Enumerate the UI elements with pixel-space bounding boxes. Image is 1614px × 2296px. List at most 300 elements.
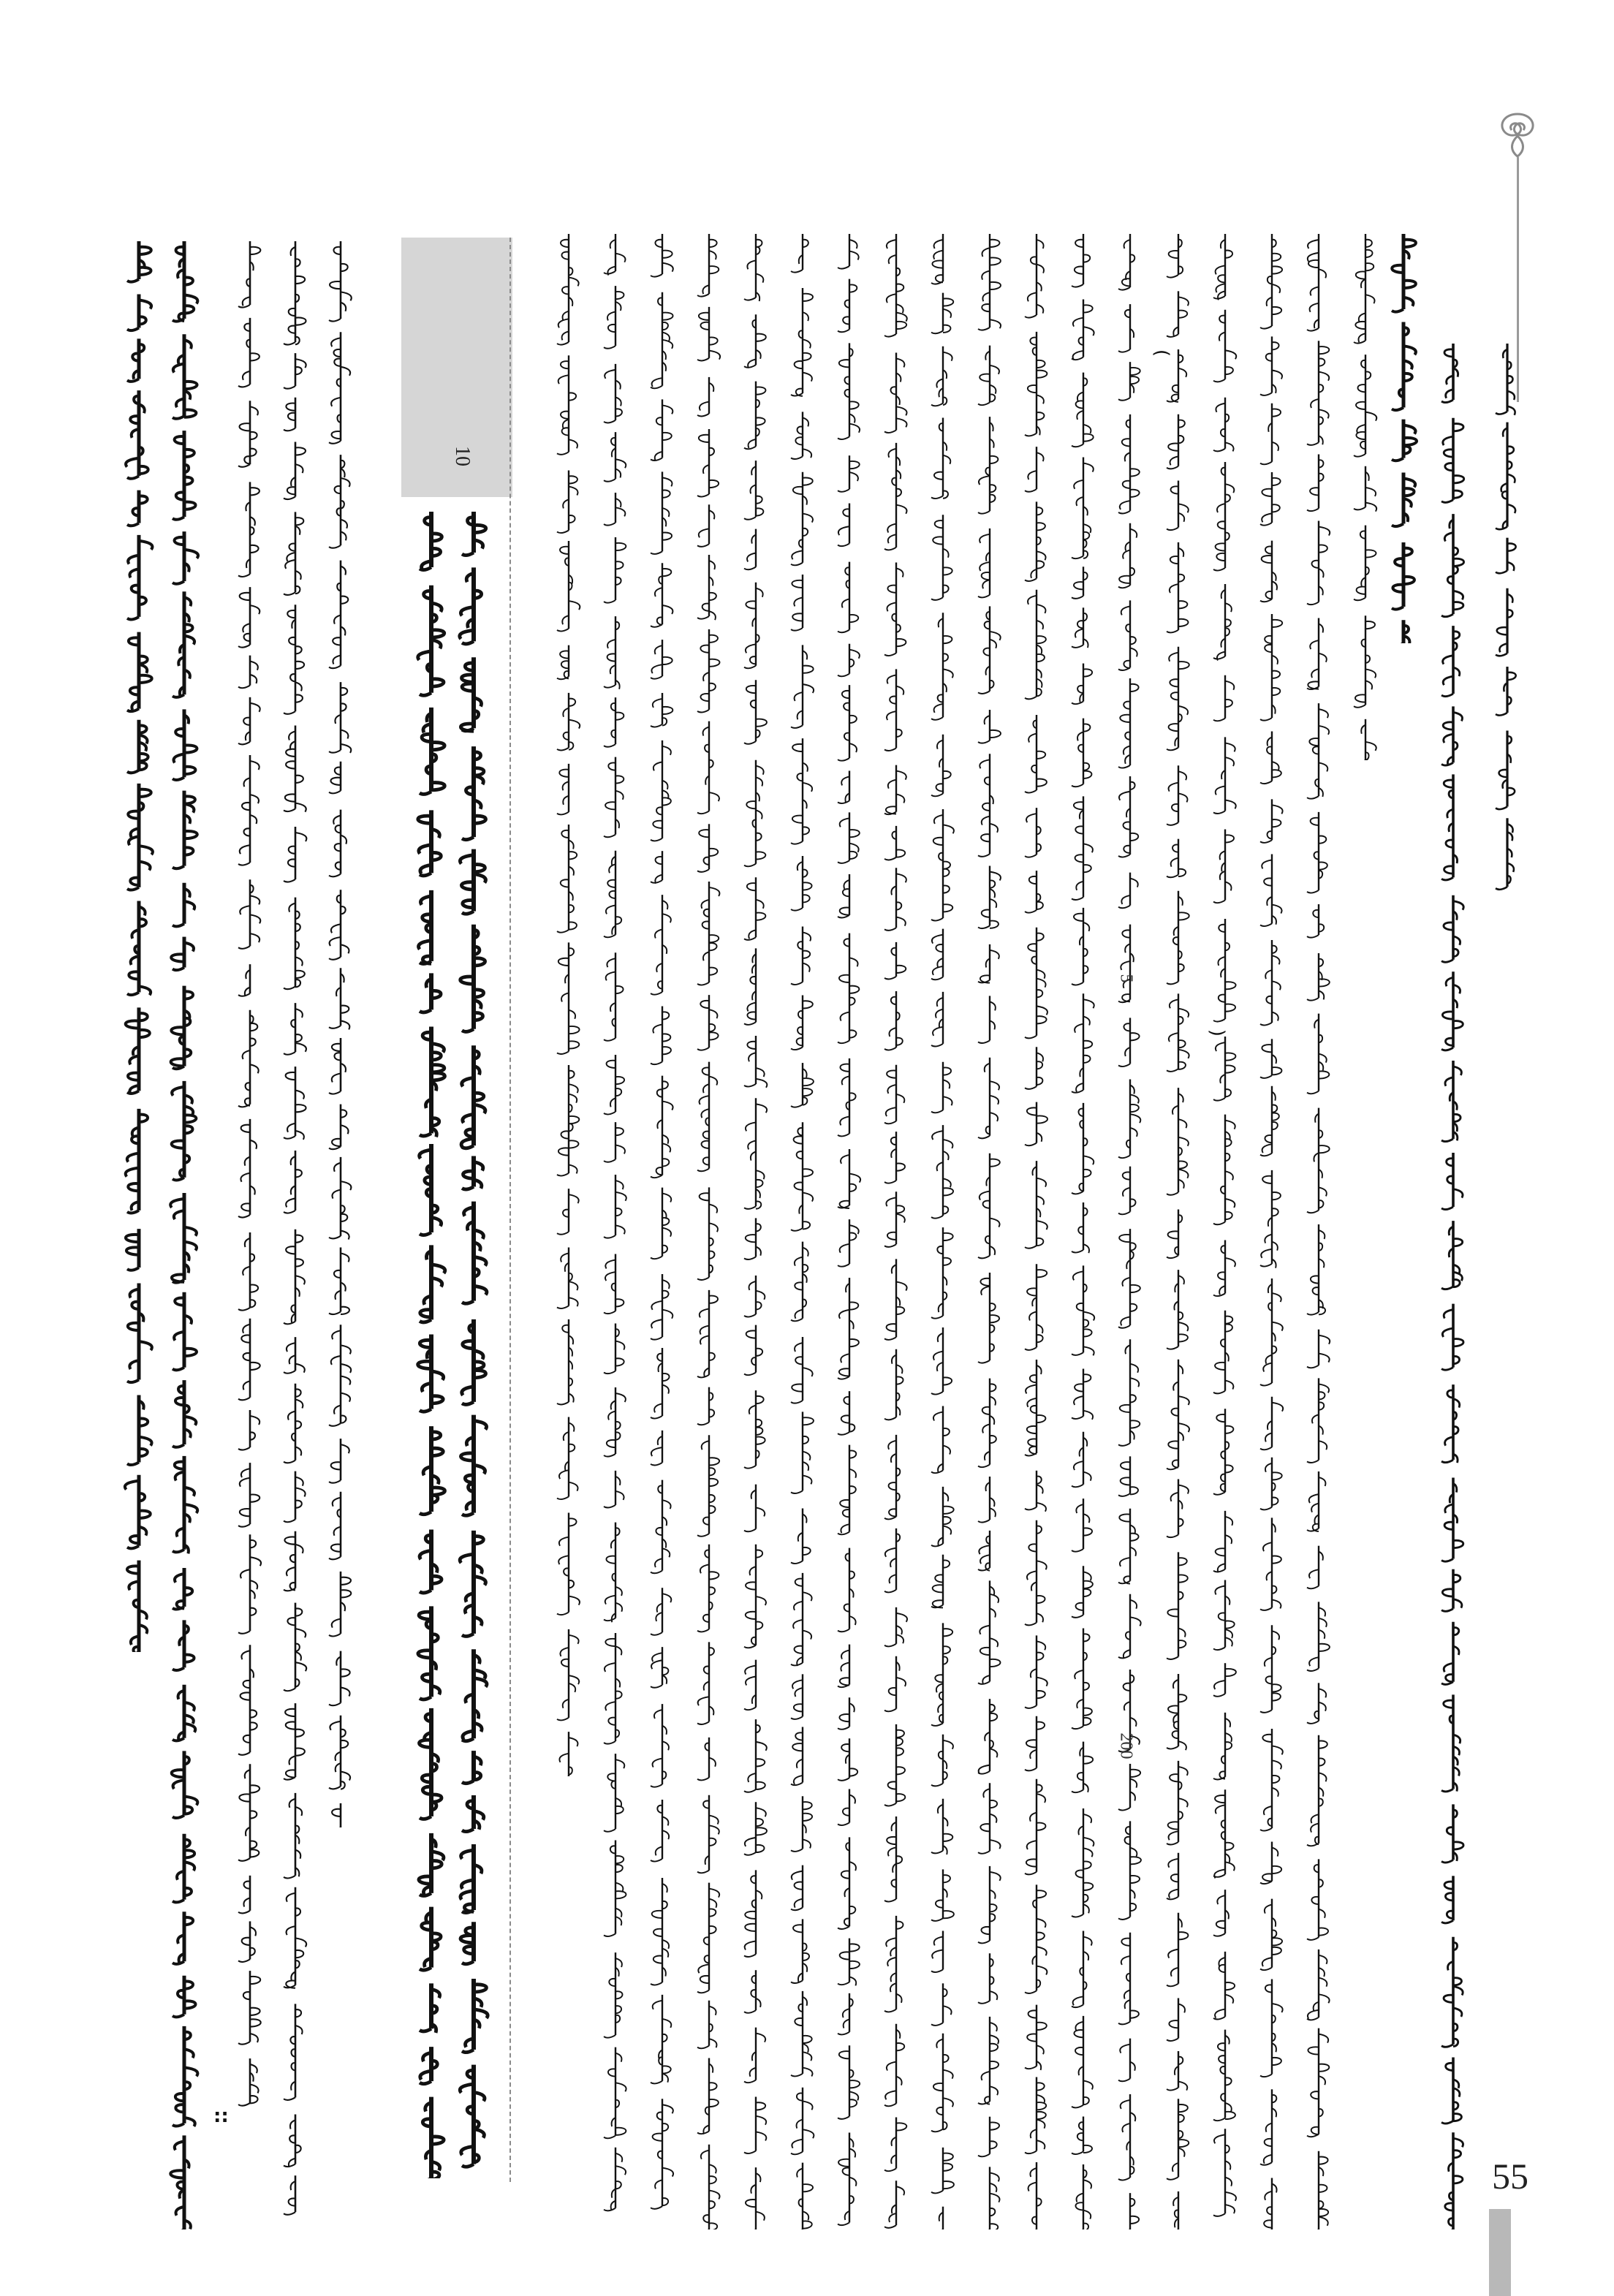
script-stroke (240, 906, 250, 914)
script-tail (284, 1371, 295, 1374)
script-tail (978, 1040, 990, 1043)
script-stroke (983, 1789, 990, 1797)
script-stroke (1263, 1542, 1272, 1551)
script-stroke (839, 1368, 849, 1376)
script-stroke (889, 1028, 896, 1037)
script-stroke (756, 1507, 765, 1516)
script-stroke (1178, 1485, 1189, 1494)
script-stroke (331, 1462, 341, 1469)
script-stroke (982, 910, 990, 917)
script-stroke (662, 1218, 669, 1225)
script-stroke (241, 1469, 250, 1477)
script-stroke (803, 932, 811, 941)
script-stroke (756, 1550, 762, 1558)
script-tail (697, 710, 709, 713)
script-tail (557, 452, 569, 455)
script-stroke (933, 966, 943, 975)
script-stroke (1272, 1403, 1283, 1412)
script-tail (1441, 1789, 1453, 1792)
script-tail (744, 937, 756, 940)
script-stroke (703, 1615, 709, 1622)
script-stroke (990, 456, 998, 463)
script-stroke (1225, 1629, 1232, 1638)
script-stroke (1310, 640, 1319, 649)
script-stroke (709, 1458, 719, 1465)
script-stroke (699, 830, 709, 837)
script-stroke (896, 358, 904, 367)
script-tail (1441, 1460, 1453, 1463)
script-stroke (1262, 513, 1272, 522)
script-tail (1072, 784, 1083, 787)
script-tail (329, 1557, 341, 1560)
script-stroke (1130, 1779, 1137, 1788)
script-stroke (615, 986, 624, 993)
script-tail (420, 1133, 431, 1136)
script-stroke (1026, 814, 1037, 822)
script-stroke (559, 770, 569, 777)
script-stroke (1264, 878, 1272, 885)
script-stroke (795, 1257, 803, 1266)
script-stroke (709, 683, 716, 691)
script-stroke (936, 1009, 943, 1018)
script-tail (420, 1590, 431, 1593)
script-tail (1118, 287, 1130, 290)
script-tail (329, 1423, 341, 1426)
script-stroke (1319, 1928, 1328, 1935)
script-stroke (662, 2074, 668, 2083)
script-stroke (746, 1122, 756, 1131)
script-stroke (1225, 1517, 1232, 1526)
script-stroke (662, 746, 671, 755)
script-stroke (700, 1308, 709, 1317)
script-stroke (286, 749, 295, 757)
script-tail (604, 1371, 615, 1374)
script-stroke (1123, 481, 1130, 488)
script-tail (884, 1709, 896, 1712)
script-stroke (1124, 702, 1130, 709)
script-stroke (756, 852, 765, 859)
script-stroke (1319, 1607, 1325, 1616)
script-tail (697, 294, 709, 297)
script-stroke (1037, 605, 1046, 613)
script-tail (1118, 1656, 1130, 1659)
script-tail (651, 676, 662, 679)
script-stroke (240, 845, 250, 854)
script-stroke (139, 1437, 152, 1446)
script-stroke (1453, 1339, 1463, 1346)
script-stroke (341, 688, 347, 695)
script-tail (791, 1401, 803, 1403)
script-tail (1496, 713, 1507, 716)
script-stroke (886, 1197, 896, 1206)
script-stroke (843, 317, 849, 324)
script-stroke (331, 1356, 341, 1365)
script-stroke (1178, 2140, 1189, 2147)
text-column-body (734, 234, 778, 2229)
script-stroke (709, 1032, 719, 1039)
script-stroke (1225, 681, 1234, 690)
script-stroke (1083, 1244, 1089, 1253)
script-stroke (1037, 1823, 1045, 1830)
script-tail (697, 811, 709, 814)
script-tail (1025, 1453, 1037, 1456)
script-stroke (615, 2083, 626, 2091)
script-stroke (803, 373, 812, 382)
script-stroke (841, 1012, 849, 1021)
script-stroke (803, 1592, 812, 1601)
script-tail (1167, 748, 1178, 751)
script-tail (238, 946, 250, 949)
script-stroke (990, 365, 999, 374)
script-stroke (341, 1772, 350, 1781)
script-stroke (662, 1500, 671, 1509)
script-stroke (1077, 411, 1083, 420)
script-stroke (1319, 1441, 1327, 1450)
script-tail (1072, 1191, 1083, 1194)
script-tail (557, 1718, 569, 1721)
script-stroke (1178, 1161, 1187, 1168)
script-tail (1307, 1844, 1319, 1846)
script-stroke (896, 1767, 905, 1774)
script-stroke (896, 1376, 903, 1384)
script-stroke (702, 1141, 709, 1148)
script-tail (557, 930, 569, 933)
script-stroke (1225, 1621, 1235, 1628)
script-stroke (331, 1545, 341, 1552)
script-stroke (286, 403, 295, 411)
script-stroke (341, 1687, 350, 1696)
script-tail (604, 1311, 615, 1314)
script-stroke (700, 1564, 709, 1573)
script-stroke (1026, 1859, 1037, 1866)
script-stroke (749, 1281, 756, 1290)
script-tail (978, 926, 990, 929)
script-stroke (943, 1446, 950, 1455)
script-stroke (653, 699, 662, 708)
script-stroke (1077, 393, 1083, 401)
script-tail (744, 517, 756, 520)
script-tail (1118, 2022, 1130, 2025)
script-tail (604, 1505, 615, 1508)
script-stroke (1262, 1045, 1272, 1052)
script-stroke (295, 1364, 305, 1373)
script-stroke (896, 1038, 903, 1045)
script-stroke (841, 1651, 849, 1659)
script-stroke (793, 487, 803, 494)
script-stroke (1130, 1487, 1138, 1494)
script-stroke (887, 240, 896, 249)
script-stroke (561, 1131, 569, 1138)
script-stroke (341, 1669, 350, 1676)
script-stroke (289, 846, 295, 854)
script-stroke (662, 1940, 669, 1949)
script-tail (1307, 998, 1319, 1001)
script-tail (173, 1667, 184, 1670)
script-tail (1260, 1153, 1272, 1156)
script-tail (557, 1613, 569, 1615)
script-stroke (803, 1802, 812, 1809)
script-tail (1354, 705, 1365, 708)
script-stroke (1403, 281, 1416, 288)
script-stroke (1130, 648, 1137, 656)
script-stroke (1037, 1596, 1045, 1603)
script-stroke (1171, 692, 1178, 700)
script-stroke (1225, 1381, 1233, 1390)
script-stroke (1272, 770, 1281, 777)
script-tail (791, 628, 803, 631)
script-stroke (933, 2083, 943, 2091)
script-tail (604, 1618, 615, 1621)
script-stroke (709, 593, 716, 600)
script-tail (238, 863, 250, 865)
script-stroke (1507, 504, 1515, 513)
script-tail (931, 281, 943, 284)
script-stroke (1319, 1392, 1325, 1399)
script-stroke (1499, 770, 1507, 777)
script-stroke (334, 349, 341, 357)
script-tail (1307, 1210, 1319, 1213)
script-tail (1167, 875, 1178, 878)
script-tail (651, 1175, 662, 1178)
script-tail (744, 1852, 756, 1855)
script-stroke (295, 776, 303, 783)
script-stroke (1130, 469, 1140, 476)
script-stroke (1218, 521, 1225, 528)
script-stroke (1077, 2194, 1083, 2202)
script-stroke (1171, 1968, 1178, 1977)
script-stroke (1319, 269, 1326, 278)
script-stroke (1037, 933, 1044, 941)
script-stroke (126, 1168, 139, 1177)
script-stroke (241, 1203, 250, 1210)
script-stroke (943, 885, 950, 893)
script-stroke (936, 379, 943, 387)
script-stroke (1172, 2163, 1178, 2172)
script-stroke (795, 1732, 803, 1740)
script-stroke (943, 1067, 951, 1075)
script-stroke (662, 490, 670, 498)
script-stroke (1219, 925, 1225, 932)
script-stroke (849, 251, 859, 260)
script-stroke (849, 1093, 856, 1100)
script-stroke (1076, 401, 1083, 408)
script-stroke (700, 1001, 709, 1008)
script-stroke (608, 325, 615, 332)
script-stroke (295, 1938, 306, 1947)
script-stroke (662, 2019, 671, 2028)
script-tail (697, 1047, 709, 1050)
text-column-body (1203, 234, 1247, 2229)
script-stroke (896, 1214, 905, 1223)
script-stroke (1216, 403, 1225, 412)
script-stroke (990, 1219, 1000, 1227)
script-tail (420, 1816, 431, 1819)
script-stroke (569, 515, 575, 523)
script-stroke (334, 1406, 341, 1414)
script-tail (1072, 1250, 1083, 1253)
script-stroke (896, 2123, 906, 2130)
script-stroke (1178, 575, 1184, 582)
script-tail (1213, 901, 1225, 903)
script-stroke (1172, 804, 1178, 811)
script-stroke (1507, 543, 1516, 550)
script-stroke (888, 1781, 896, 1789)
script-stroke (746, 1677, 756, 1686)
script-stroke (1168, 783, 1178, 792)
script-tail (1260, 1447, 1272, 1450)
script-tail (1441, 1207, 1453, 1210)
script-stroke (1130, 1534, 1139, 1541)
script-stroke (936, 1683, 943, 1692)
script-stroke (980, 562, 990, 571)
script-stroke (341, 1376, 350, 1384)
script-stroke (1319, 979, 1330, 986)
script-tail (697, 2046, 709, 2049)
script-stroke (341, 1740, 348, 1748)
script-tail (651, 1062, 662, 1065)
script-stroke (797, 1038, 803, 1045)
script-stroke (250, 1285, 258, 1292)
text-column-body (874, 234, 918, 2229)
script-stroke (1083, 922, 1089, 931)
script-stroke (250, 815, 257, 824)
script-stroke (840, 1244, 849, 1253)
script-stroke (250, 1557, 261, 1566)
script-stroke (1453, 602, 1463, 610)
script-stroke (295, 694, 303, 702)
script-stroke (1168, 1831, 1178, 1840)
script-stroke (1319, 1955, 1327, 1964)
script-stroke (896, 917, 906, 926)
script-stroke (990, 1436, 996, 1443)
script-tail (931, 977, 943, 980)
script-stroke (795, 1310, 803, 1319)
script-stroke (1171, 1409, 1178, 1416)
script-stroke (1178, 513, 1184, 522)
script-stroke (662, 1159, 669, 1166)
script-stroke (1121, 1316, 1130, 1325)
script-tail (420, 1968, 431, 1971)
script-stroke (1365, 263, 1374, 270)
script-stroke (1444, 866, 1453, 874)
script-tail (284, 1876, 295, 1879)
script-stroke (1225, 982, 1236, 989)
script-tail (1118, 586, 1130, 588)
script-strokes (162, 241, 206, 2229)
script-stroke (1178, 771, 1186, 780)
script-stroke (943, 1258, 951, 1265)
script-stroke (746, 2200, 756, 2207)
script-stroke (172, 1140, 184, 1148)
script-stroke (943, 869, 950, 876)
script-tail (1441, 1860, 1453, 1863)
script-stroke (1083, 865, 1091, 872)
script-stroke (662, 1548, 670, 1557)
script-stroke (1073, 1271, 1083, 1280)
script-stroke (1272, 266, 1282, 273)
script-stroke (331, 398, 341, 406)
script-tail (651, 1685, 662, 1688)
script-tail (329, 1026, 341, 1028)
script-stroke (1168, 1231, 1178, 1238)
script-stroke (701, 2151, 709, 2159)
script-stroke (615, 1865, 623, 1872)
script-tail (1025, 1872, 1037, 1875)
script-stroke (887, 675, 896, 683)
script-tail (697, 494, 709, 497)
script-stroke (747, 883, 756, 890)
script-stroke (756, 1845, 764, 1852)
script-stroke (1075, 629, 1083, 637)
script-tail (838, 1376, 849, 1379)
script-stroke (849, 2178, 856, 2186)
script-stroke (849, 852, 857, 859)
script-tail (791, 1716, 803, 1719)
script-stroke (1077, 1303, 1083, 1311)
script-stroke (569, 1010, 575, 1019)
script-tail (1213, 1694, 1225, 1697)
script-stroke (896, 1205, 904, 1213)
script-tail (1118, 1325, 1130, 1328)
script-stroke (1037, 1238, 1043, 1246)
script-stroke (933, 537, 943, 544)
script-stroke (1225, 1121, 1235, 1129)
script-stroke (849, 1795, 855, 1803)
script-stroke (990, 485, 996, 492)
script-stroke (250, 1722, 257, 1729)
script-stroke (656, 1528, 662, 1535)
script-tail (557, 629, 569, 632)
script-stroke (700, 322, 709, 330)
script-stroke (990, 640, 996, 648)
script-stroke (849, 472, 858, 481)
script-stroke (1225, 1733, 1232, 1742)
script-stroke (795, 692, 803, 701)
script-stroke (1083, 1346, 1094, 1355)
script-stroke (803, 2129, 814, 2138)
script-stroke (841, 776, 849, 785)
script-tail (462, 1186, 474, 1189)
script-stroke (841, 1524, 849, 1533)
script-tail (978, 740, 990, 743)
script-tail (884, 1899, 896, 1902)
script-stroke (605, 1260, 615, 1269)
script-tail (329, 545, 341, 548)
script-stroke (794, 597, 803, 606)
script-stroke (1453, 558, 1464, 566)
script-stroke (803, 1193, 813, 1202)
script-stroke (295, 317, 306, 325)
script-stroke (569, 1518, 577, 1526)
script-tail (978, 595, 990, 598)
script-stroke (1319, 346, 1329, 354)
script-stroke (1083, 2145, 1092, 2153)
script-stroke (1453, 1987, 1463, 1996)
script-stroke (240, 1692, 250, 1700)
script-stroke (250, 449, 257, 456)
script-stroke (285, 794, 295, 801)
script-stroke (1319, 2185, 1327, 2192)
script-tail (1307, 1721, 1319, 1724)
script-tail (127, 523, 139, 526)
script-tail (744, 1084, 756, 1087)
script-stroke (569, 922, 577, 929)
script-stroke (662, 313, 673, 320)
script-stroke (656, 1613, 662, 1621)
script-stroke (250, 1811, 257, 1818)
script-tail (744, 2010, 756, 2013)
script-tail (651, 1337, 662, 1340)
